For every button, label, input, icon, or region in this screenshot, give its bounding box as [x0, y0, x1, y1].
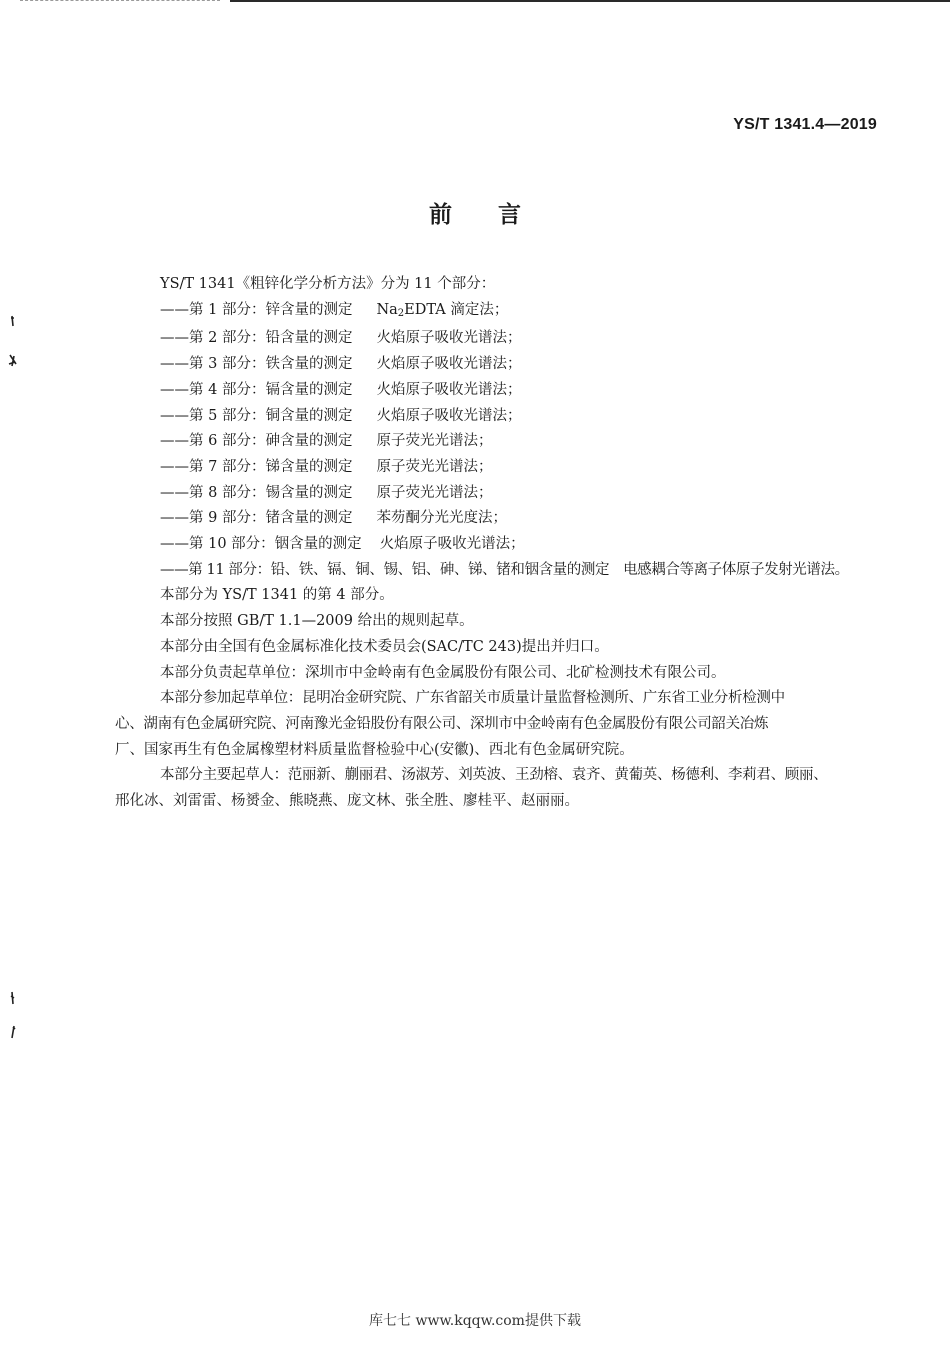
- part-method: 火焰原子吸收光谱法；: [376, 407, 522, 424]
- scan-edge-specks: [20, 0, 220, 3]
- part-prefix: ——第 11 部分：铅、铁、镉、铜、锡、铝、砷、锑、锗和铟含量的测定: [160, 561, 610, 578]
- document-code: YS/T 1341.4—2019: [733, 116, 877, 133]
- part-item-7: [160, 455, 885, 481]
- part-item-6: [160, 429, 885, 455]
- part-prefix: ——第 1 部分：锌含量的测定: [160, 301, 353, 318]
- part-prefix: ——第 3 部分：铁含量的测定: [160, 356, 353, 373]
- part-item-8: [160, 481, 885, 507]
- part-item-5: [160, 404, 885, 430]
- part-prefix: ——第 9 部分：锗含量的测定: [160, 510, 353, 527]
- paragraph-drafted-per: 本部分按照 GB/T 1.1—2009 给出的规则起草。: [160, 613, 474, 630]
- document-body: [115, 272, 885, 815]
- part-method: 电感耦合等离子体原子发射光谱法。: [623, 561, 849, 578]
- part-prefix: ——第 5 部分：铜含量的测定: [160, 407, 353, 424]
- part-item-1: [160, 298, 885, 327]
- part-item-9: [160, 506, 885, 532]
- page-title: 前言: [429, 202, 567, 228]
- paragraph-participating-units-1: 本部分参加起草单位：昆明冶金研究院、广东省韶关市质量计量监督检测所、广东省工业分析检测中: [160, 690, 785, 707]
- part-prefix: ——第 7 部分：锑含量的测定: [160, 458, 353, 475]
- part-method: 火焰原子吸收光谱法；: [379, 536, 525, 553]
- paragraph-drafters-1: 本部分主要起草人：范丽新、蒯丽君、汤淑芳、刘英波、王劲榕、袁齐、黄葡英、杨德利、李莉君、顾丽、: [160, 767, 828, 784]
- part-prefix: ——第 4 部分：镉含量的测定: [160, 381, 353, 398]
- paragraph-drafters-2: 邢化冰、刘雷雷、杨赟金、熊晓燕、庞文林、张全胜、廖桂平、赵丽丽。: [115, 793, 579, 810]
- part-method: 火焰原子吸收光谱法；: [376, 356, 522, 373]
- paragraph-participating-units-3: 厂、国家再生有色金属橡塑材料质量监督检验中心(安徽)、西北有色金属研究院。: [115, 741, 634, 758]
- intro-line: YS/T 1341《粗锌化学分析方法》分为 11 个部分：: [160, 276, 496, 292]
- part-prefix: ——第 8 部分：锡含量的测定: [160, 484, 353, 501]
- part-method: $Na_2EDTA$ 滴定法；: [376, 301, 509, 319]
- part-method: 火焰原子吸收光谱法；: [376, 330, 522, 347]
- part-item-2: [160, 326, 885, 352]
- part-method: 原子荧光光谱法；: [376, 484, 493, 501]
- part-method: 原子荧光光谱法；: [376, 458, 493, 475]
- part-prefix: ——第 2 部分：铅含量的测定: [160, 330, 353, 347]
- top-rule: [230, 0, 950, 2]
- paragraph-responsible-units: 本部分负责起草单位：深圳市中金岭南有色金属股份有限公司、北矿检测技术有限公司。: [160, 664, 726, 681]
- part-item-10: [160, 532, 885, 558]
- download-watermark: 库七七 www.kqqw.com提供下载: [369, 1313, 581, 1329]
- part-method: 原子荧光光谱法；: [376, 433, 493, 450]
- paragraph-proposed-by: 本部分由全国有色金属标准化技术委员会(SAC/TC 243)提出并归口。: [160, 638, 609, 655]
- part-method: 苯芴酮分光光度法；: [376, 510, 507, 527]
- part-prefix: ——第 10 部分：铟含量的测定: [160, 536, 362, 553]
- part-prefix: ——第 6 部分：砷含量的测定: [160, 433, 353, 450]
- part-item-11: [160, 558, 885, 584]
- paragraph-participating-units-2: 心、湖南有色金属研究院、河南豫光金铅股份有限公司、深圳市中金岭南有色金属股份有限公司韶关冶炼: [115, 715, 769, 732]
- part-method: 火焰原子吸收光谱法；: [376, 381, 522, 398]
- part-item-4: [160, 378, 885, 404]
- paragraph-part-of: 本部分为 YS/T 1341 的第 4 部分。: [160, 587, 394, 604]
- part-item-3: [160, 352, 885, 378]
